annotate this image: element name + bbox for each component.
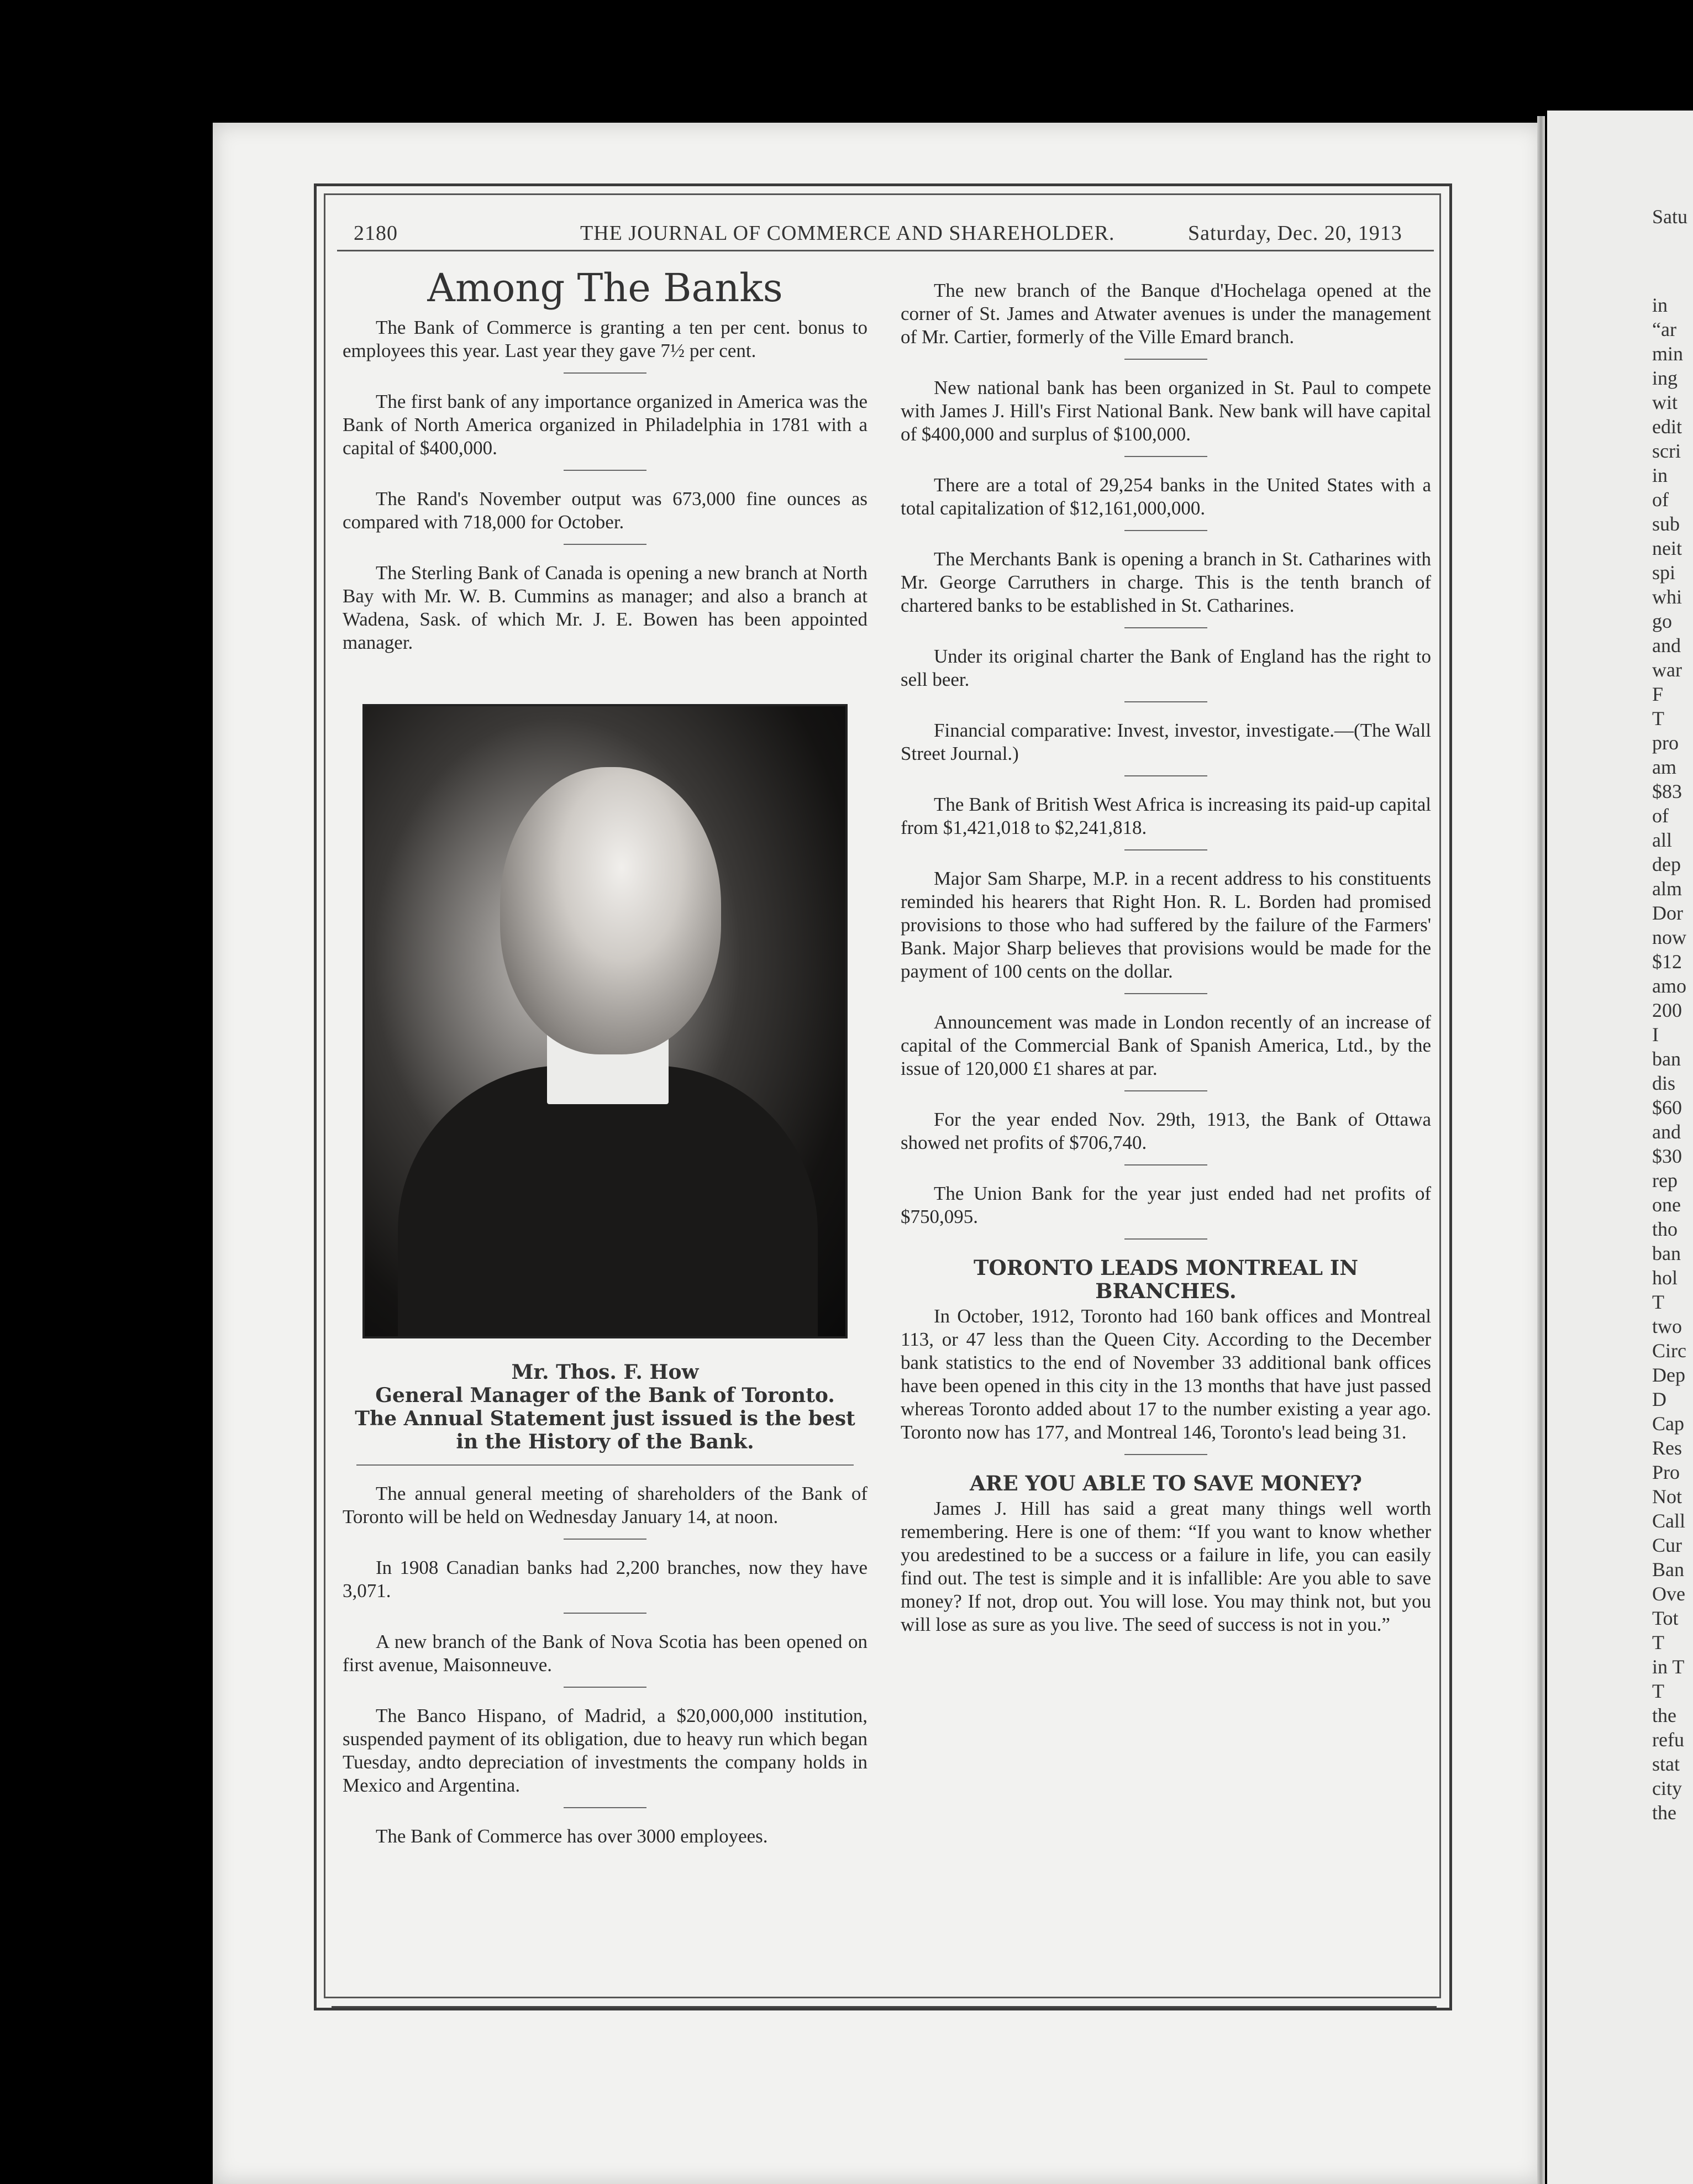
- right-column: [901, 279, 1431, 1645]
- header-rule: [337, 250, 1434, 251]
- adjacent-page-fragment: dis: [1652, 1072, 1676, 1094]
- news-item: The Sterling Bank of Canada is opening a new branch at North Bay with Mr. W. B. Cummins as manager; and also a branch at Wadena, Sask. of which Mr. J. E. Bowen has been appointed manager.: [343, 562, 867, 653]
- caption-line: General Manager of the Bank of Toronto.: [375, 1384, 835, 1407]
- news-item: The Rand's November output was 673,000 fine ounces as compared with 718,000 for October.: [343, 488, 867, 533]
- adjacent-page-fragment: pro: [1652, 732, 1679, 754]
- adjacent-page-fragment: one: [1652, 1194, 1681, 1216]
- adjacent-page-fragment: Circ: [1652, 1340, 1686, 1362]
- adjacent-page-fragments: [1652, 293, 1686, 1825]
- adjacent-page-fragment: Res: [1652, 1437, 1682, 1459]
- adjacent-page-fragment: ing: [1652, 367, 1678, 389]
- news-item: The Bank of Commerce is granting a ten per cent. bonus to employees this year. Last year they gave 7½ per cent.: [343, 317, 867, 361]
- news-item: Financial comparative: Invest, investor, investigate.—(The Wall Street Journal.): [901, 720, 1431, 764]
- adjacent-page-fragment: go: [1652, 610, 1672, 632]
- journal-title: THE JOURNAL OF COMMERCE AND SHAREHOLDER.: [580, 222, 1115, 245]
- adjacent-page-fragment: Cur: [1652, 1534, 1682, 1556]
- news-item: In 1908 Canadian banks had 2,200 branches, now they have 3,071.: [343, 1557, 867, 1602]
- adjacent-page-fragment: Dor: [1652, 902, 1683, 924]
- adjacent-page-fragment: and: [1652, 634, 1681, 657]
- news-item: The annual general meeting of shareholders of the Bank of Toronto will be held on Wednesday January 14, at noon.: [343, 1483, 867, 1527]
- caption-line: The Annual Statement just issued is the best: [355, 1407, 855, 1430]
- adjacent-page-fragment: hol: [1652, 1267, 1678, 1289]
- news-item: Major Sam Sharpe, M.P. in a recent address to his constituents reminded his hearers that Right Hon. R. L. Borden had promised provisions to those who had suffered by the failure of the Farmers' Bank. Major Sharp believes that provisions would be made for the payment of 100 cents on the dollar.: [901, 868, 1431, 982]
- adjacent-page-fragment: “ar: [1652, 318, 1676, 340]
- adjacent-page-fragment: in: [1652, 464, 1668, 486]
- adjacent-page-fragment: of: [1652, 489, 1669, 511]
- news-item: New national bank has been organized in St. Paul to compete with James J. Hill's First National Bank. New bank will have capital of $400,000 and surplus of $100,000.: [901, 377, 1431, 445]
- separator: [564, 1539, 646, 1540]
- separator: [1124, 849, 1207, 851]
- separator: [1124, 1238, 1207, 1240]
- adjacent-page-fragment: T: [1652, 1680, 1664, 1702]
- adjacent-page-fragment: Dep: [1652, 1364, 1685, 1386]
- toronto-body: In October, 1912, Toronto had 160 bank offices and Montreal 113, or 47 less than the Queen City. According to the December bank statistics to the end of November 33 additional bank offices have been opened in this city in the 13 months that have just passed whereas Toronto added about 17 to the number existing a year ago. Toronto now has 177, and Montreal 146, Toronto's lead being 31.: [901, 1305, 1431, 1443]
- news-item: A new branch of the Bank of Nova Scotia has been opened on first avenue, Maisonneuve.: [343, 1631, 867, 1676]
- adjacent-page-fragment: Cap: [1652, 1413, 1684, 1435]
- adjacent-page-fragment: tho: [1652, 1218, 1678, 1240]
- adjacent-page-fragment: I: [1652, 1023, 1659, 1046]
- adjacent-page-fragment: T: [1652, 1291, 1664, 1313]
- separator: [564, 372, 646, 374]
- adjacent-page-fragment: F: [1652, 683, 1664, 705]
- adjacent-page-fragment: the: [1652, 1802, 1676, 1824]
- page-gutter: [1537, 116, 1545, 2184]
- adjacent-page-fragment: spi: [1652, 561, 1676, 584]
- section-title: Among The Banks: [427, 265, 783, 311]
- news-item: The new branch of the Banque d'Hochelaga opened at the corner of St. James and Atwater avenues is under the management of Mr. Cartier, formerly of the Ville Emard branch.: [901, 280, 1431, 348]
- adjacent-page-fragment: whi: [1652, 586, 1682, 608]
- news-item: The Banco Hispano, of Madrid, a $20,000,000 institution, suspended payment of its obligation, due to heavy run which began Tuesday, andto depreciation of investments the company holds in Mexico and Argentina.: [343, 1705, 867, 1796]
- adjacent-page-fragment: refu: [1652, 1729, 1684, 1751]
- separator: [1124, 1164, 1207, 1166]
- adjacent-page-fragment: Tot: [1652, 1607, 1679, 1629]
- adjacent-page-fragment: stat: [1652, 1753, 1680, 1775]
- adjacent-page-fragment: Pro: [1652, 1461, 1680, 1483]
- adjacent-page-fragment: rep: [1652, 1169, 1678, 1191]
- adjacent-page-fragment: T: [1652, 707, 1664, 729]
- toronto-heading: TORONTO LEADS MONTREAL IN BRANCHES.: [973, 1256, 1359, 1303]
- separator: [1124, 1454, 1207, 1455]
- separator: [1124, 530, 1207, 531]
- adjacent-page-fragment: $83: [1652, 780, 1682, 802]
- adjacent-page-fragment: of: [1652, 805, 1669, 827]
- adjacent-page-fragment: now: [1652, 926, 1686, 948]
- save-money-heading: ARE YOU ABLE TO SAVE MONEY?: [970, 1471, 1362, 1495]
- news-item: Under its original charter the Bank of England has the right to sell beer.: [901, 645, 1431, 690]
- save-money-body: James J. Hill has said a great many things well worth remembering. Here is one of them: “If you want to know whether you aredestined to be a success or a failure in life, you can easily find out. The test is simple and it is infallible: Are you able to save money? If not, drop out. You will lose. You may think not, but you will lose as sure as you live. The seed of success is not in you.”: [901, 1498, 1431, 1635]
- portrait-photo: [362, 704, 848, 1338]
- portrait-head: [500, 767, 721, 1054]
- separator: [1124, 1090, 1207, 1091]
- adjacent-page-fragment: alm: [1652, 878, 1682, 900]
- adjacent-page-header: Satu: [1652, 206, 1688, 228]
- adjacent-page-fragment: amo: [1652, 975, 1686, 997]
- news-item: There are a total of 29,254 banks in the United States with a total capitalization of $12,161,000,000.: [901, 474, 1431, 519]
- separator: [564, 1687, 646, 1688]
- separator: [1124, 701, 1207, 702]
- caption-line: in the History of the Bank.: [456, 1430, 754, 1453]
- separator: [356, 1464, 854, 1466]
- separator: [1124, 456, 1207, 457]
- adjacent-page-fragment: Not: [1652, 1485, 1682, 1508]
- adjacent-page-fragment: sub: [1652, 513, 1680, 535]
- adjacent-page-fragment: scri: [1652, 440, 1681, 462]
- separator: [1124, 627, 1207, 628]
- adjacent-page-fragment: edit: [1652, 416, 1682, 438]
- separator: [564, 470, 646, 471]
- adjacent-page-fragment: neit: [1652, 537, 1682, 559]
- adjacent-page-fragment: all: [1652, 829, 1672, 851]
- news-item: The Bank of Commerce has over 3000 employees.: [376, 1825, 768, 1847]
- adjacent-page-fragment: am: [1652, 756, 1676, 778]
- adjacent-page-fragment: dep: [1652, 853, 1681, 875]
- adjacent-page-fragment: city: [1652, 1777, 1682, 1799]
- adjacent-page-fragment: wit: [1652, 391, 1678, 413]
- issue-date: Saturday, Dec. 20, 1913: [1188, 222, 1402, 245]
- adjacent-page-fragment: $60: [1652, 1096, 1682, 1119]
- adjacent-page-fragment: two: [1652, 1315, 1682, 1337]
- news-item: The Merchants Bank is opening a branch in St. Catharines with Mr. George Carruthers in charge. This is the tenth branch of chartered banks to be established in St. Catharines.: [901, 548, 1431, 616]
- separator: [1124, 775, 1207, 776]
- separator: [564, 1613, 646, 1614]
- adjacent-page-fragment: war: [1652, 659, 1682, 681]
- adjacent-page-fragment: $12: [1652, 951, 1682, 973]
- left-column: [343, 265, 867, 1857]
- photo-caption: [343, 1361, 867, 1453]
- bottom-rule: [332, 2006, 1437, 2008]
- separator: [564, 544, 646, 545]
- adjacent-page-fragment: min: [1652, 343, 1684, 365]
- adjacent-page-fragment: Call: [1652, 1510, 1685, 1532]
- caption-name: Mr. Thos. F. How: [511, 1361, 699, 1384]
- adjacent-page-fragment: 200: [1652, 999, 1682, 1021]
- separator: [564, 1807, 646, 1808]
- page-header: [354, 221, 1437, 254]
- adjacent-page-fragment: in T: [1652, 1656, 1685, 1678]
- adjacent-page-fragment: $30: [1652, 1145, 1682, 1167]
- adjacent-page-fragment: Ove: [1652, 1583, 1685, 1605]
- news-item: The Union Bank for the year just ended had net profits of $750,095.: [901, 1183, 1431, 1227]
- adjacent-page-fragment: T: [1652, 1631, 1664, 1653]
- adjacent-page-fragment: the: [1652, 1704, 1676, 1726]
- separator: [1124, 993, 1207, 994]
- news-item: The Bank of British West Africa is increasing its paid-up capital from $1,421,018 to $2,241,818.: [901, 794, 1431, 838]
- news-item: Announcement was made in London recently of an increase of capital of the Commercial Bank of Spanish America, Ltd., by the issue of 120,000 £1 shares at par.: [901, 1011, 1431, 1079]
- separator: [1124, 359, 1207, 360]
- adjacent-page-fragment: in: [1652, 294, 1668, 316]
- portrait-coat: [398, 1065, 818, 1338]
- adjacent-page-fragment: ban: [1652, 1048, 1681, 1070]
- adjacent-page-fragment: and: [1652, 1121, 1681, 1143]
- adjacent-page-fragment: Ban: [1652, 1558, 1684, 1581]
- adjacent-page-fragment: ban: [1652, 1242, 1681, 1264]
- page-number: 2180: [354, 222, 398, 245]
- adjacent-page-fragment: D: [1652, 1388, 1666, 1410]
- news-item: The first bank of any importance organized in America was the Bank of North America organized in Philadelphia in 1781 with a capital of $400,000.: [343, 391, 867, 459]
- news-item: For the year ended Nov. 29th, 1913, the Bank of Ottawa showed net profits of $706,740.: [901, 1109, 1431, 1153]
